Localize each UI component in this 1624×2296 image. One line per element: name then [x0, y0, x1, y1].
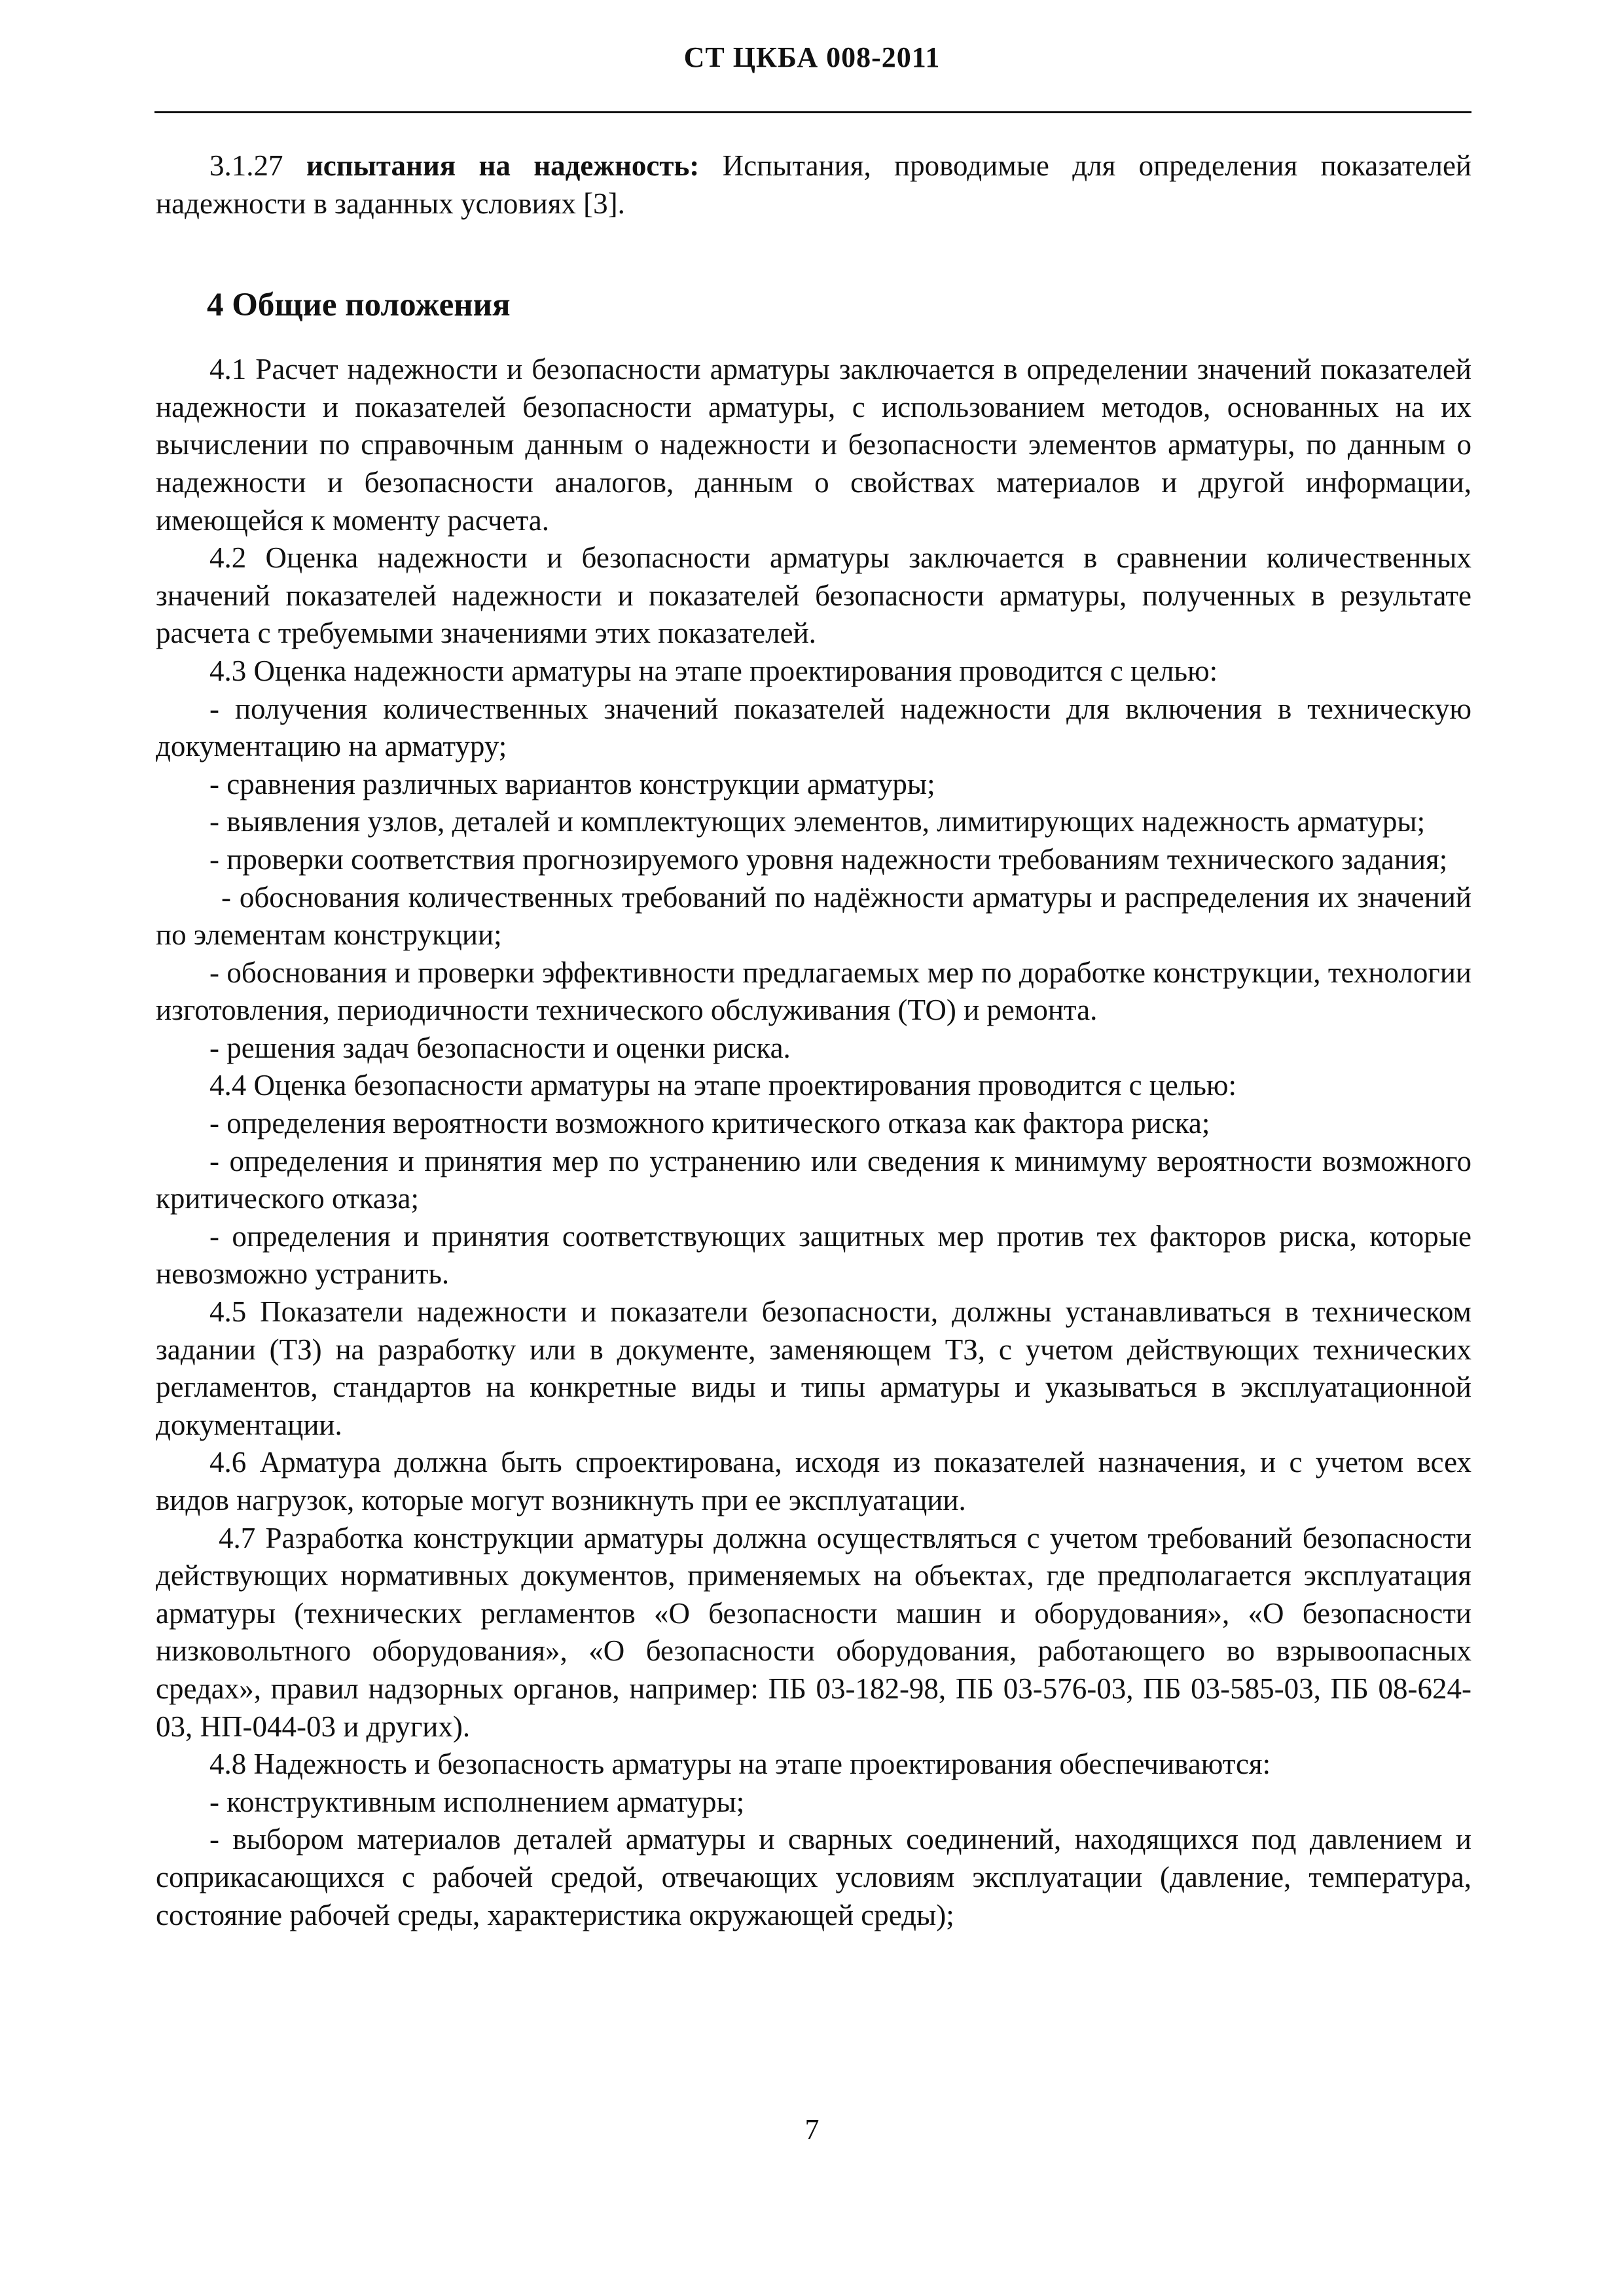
clause-text: Испытания, проводимые для определения показателей надежности в заданных условиях [3]. [156, 149, 1472, 220]
clause-3-1-27 [156, 147, 1471, 223]
paragraph-4-6: 4.6 Арматура должна быть спроектирована, исходя из показателей назначения, и с учетом всех видов нагрузок, которые могут возникнуть при ее эксплуатации. [156, 1446, 1471, 1516]
list-item: - получения количественных значений показателей надежности для включения в техническую документацию на арматуру; [156, 692, 1471, 763]
list-item: - выявления узлов, деталей и комплектующих элементов, лимитирующих надежность арматуры; [209, 805, 1426, 838]
paragraph-4-1: 4.1 Расчет надежности и безопасности арматуры заключается в определении значений показателей надежности и показателей безопасности арматуры, с использованием методов, основанных на их вычислении по справочным данным о надежности и безопасности элементов арматуры, по данным о надежности и безопасности аналогов, данным о свойствах материалов и другой информации, имеющейся к моменту расчета. [156, 353, 1471, 537]
list-item: - проверки соответствия прогнозируемого уровня надежности требованиям технического задания; [209, 842, 1448, 876]
clause-term: испытания на надежность: [306, 149, 700, 182]
page-number: 7 [804, 2113, 820, 2145]
list-item: - определения и принятия соответствующих защитных мер против тех факторов риска, которые невозможно устранить. [156, 1219, 1471, 1291]
list-item: - решения задач безопасности и оценки риска. [209, 1031, 791, 1064]
section-title: 4 Общие положения [207, 287, 511, 324]
document-header: СТ ЦКБА 008-2011 [683, 41, 941, 73]
paragraph-4-5: 4.5 Показатели надежности и показатели безопасности, должны устанавливаться в техническом задании (ТЗ) на разработку или в документе, заменяющем ТЗ, с учетом действующих технических регламентов, стандартов на конкретные виды и типы арматуры и указываться в эксплуатационной документации. [156, 1295, 1471, 1441]
list-item: - конструктивным исполнением арматуры; [209, 1785, 745, 1818]
list-item: - сравнения различных вариантов конструкции арматуры; [209, 767, 935, 800]
list-item: - обоснования количественных требований по надёжности арматуры и распределения их значений по элементам конструкции; [156, 880, 1471, 952]
list-item: - выбором материалов деталей арматуры и сварных соединений, находящихся под давлением и соприкасающихся с рабочей средой, отвечающих условиям эксплуатации (давление, температура, состояние рабочей среды, характеристика окружающей среды); [156, 1823, 1471, 1931]
paragraph-4-2: 4.2 Оценка надежности и безопасности арматуры заключается в сравнении количественных значений показателей надежности и показателей безопасности арматуры, полученных в результате расчета с требуемыми значениями этих показателей. [156, 541, 1471, 650]
paragraph-4-7: 4.7 Разработка конструкции арматуры должна осуществляться с учетом требований безопасности действующих нормативных документов, применяемых на объектах, где предполагается эксплуатация арматуры (технических регламентов «О безопасности машин и оборудования», «О безопасности низковольтного оборудования», «О безопасности оборудования, работающего во взрывоопасных средах», правил надзорных органов, например: ПБ 03-182-98, ПБ 03-576-03, ПБ 03-585-03, ПБ 08-624-03, НП-044-03 и других). [156, 1521, 1471, 1743]
paragraph-4-3: 4.3 Оценка надежности арматуры на этапе проектирования проводится с целью: [209, 654, 1218, 687]
list-item: - обоснования и проверки эффективности предлагаемых мер по доработке конструкции, технологии изготовления, периодичности технического обслуживания (ТО) и ремонта. [156, 956, 1471, 1027]
clause-number: 3.1.27 [209, 149, 306, 182]
header-divider [154, 111, 1471, 113]
paragraph-4-8: 4.8 Надежность и безопасность арматуры на этапе проектирования обеспечиваются: [209, 1748, 1271, 1781]
paragraph-4-4: 4.4 Оценка безопасности арматуры на этапе проектирования проводится с целью: [209, 1069, 1237, 1102]
document-body [156, 147, 1471, 1934]
list-item: - определения вероятности возможного критического отказа как фактора риска; [209, 1107, 1210, 1140]
list-item: - определения и принятия мер по устранению или сведения к минимуму вероятности возможного критического отказа; [156, 1144, 1471, 1215]
